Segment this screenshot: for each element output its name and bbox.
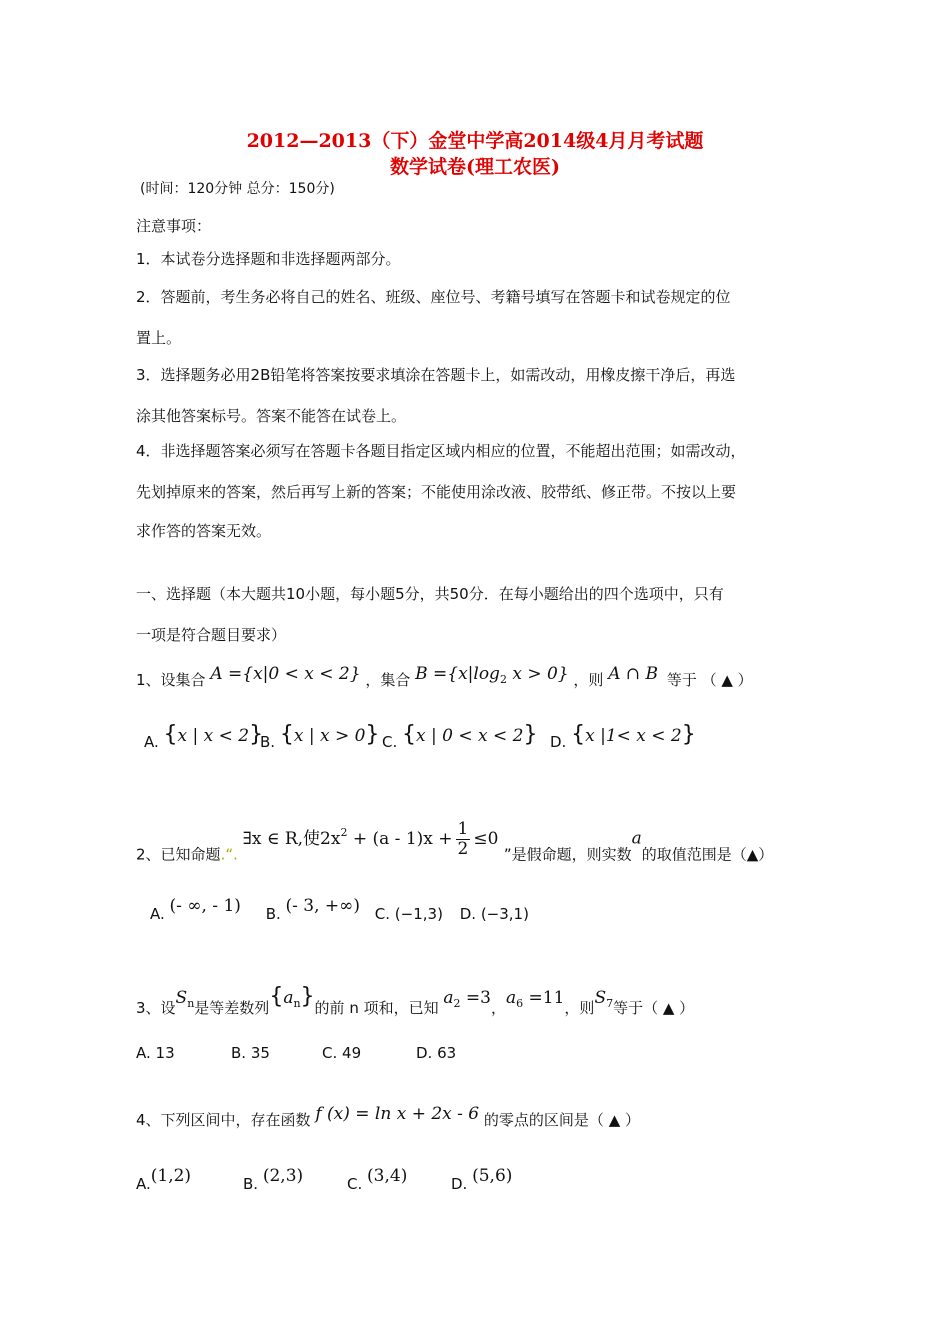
q3-then: ，则 xyxy=(564,999,595,1017)
q1-option-c: C. {x | 0 < x < 2} xyxy=(382,722,538,751)
q4-option-d: D. (5,6) xyxy=(451,1166,513,1193)
q4-suffix: 的零点的区间是（ ▲ ） xyxy=(483,1111,640,1129)
q4-function: f (x) = ln x + 2x - 6 xyxy=(315,1104,480,1124)
q3-option-d: D. 63 xyxy=(416,1044,457,1062)
q1-option-d: D. {x |1< x < 2} xyxy=(550,722,696,751)
section-1-line1: 一、选择题（本大题共10小题，每小题5分，共50分．在每小题给出的四个选项中，只有 xyxy=(136,585,724,603)
q3-option-b: B. 35 xyxy=(231,1044,270,1062)
note-3-line1: 3．选择题务必用2B铅笔将答案按要求填涂在答题卡上，如需改动，用橡皮擦干净后，再选 xyxy=(136,366,736,384)
note-4-line1: 4．非选择题答案必须写在答题卡各题目指定区域内相应的位置，不能超出范围；如需改动， xyxy=(136,442,746,460)
q1-option-a-value: x | x < 2 xyxy=(177,726,250,746)
q1-option-d-value: x |1< x < 2 xyxy=(585,726,682,746)
q1-expr: A ∩ B xyxy=(608,664,659,684)
q3-s7: $S_7$ xyxy=(594,988,614,1010)
q2-option-d-value: (−3,1) xyxy=(480,905,529,923)
q2-option-d-label: D. xyxy=(459,905,477,923)
q2-suffix-a: ”是假命题，则实数 xyxy=(503,845,632,864)
q1-set-a: A ={x|0 < x < 2} xyxy=(210,664,361,684)
exam-title: 2012—2013（下）金堂中学高2014级4月月考试题 xyxy=(246,130,704,152)
q1-option-b: B. {x | x > 0} xyxy=(260,722,380,751)
q1-option-b-value: x | x > 0 xyxy=(293,726,366,746)
q1-option-d-label: D. xyxy=(550,733,567,751)
q1-set-b: $B =\{x|\log_2$ x > 0} xyxy=(415,664,569,686)
q2-option-a-label: A. xyxy=(150,905,165,923)
q3-a2: $a_2 =3$ xyxy=(443,988,491,1010)
q1-suffix: 等于 （ ▲ ） xyxy=(666,671,753,689)
exam-subtitle: 数学试卷(理工农医) xyxy=(390,156,560,178)
q1-mid: ，集合 xyxy=(365,671,411,689)
q4-option-a: A.(1,2) xyxy=(136,1166,192,1193)
q2-options xyxy=(150,896,529,923)
q2-suffix-b: 的取值范围是（▲） xyxy=(641,845,774,864)
question-1 xyxy=(136,664,753,689)
q2-option-a-value: (- ∞, - 1) xyxy=(169,896,241,916)
note-2-line1: 2．答题前，考生务必将自己的姓名、班级、座位号、考籍号填写在答题卡和试卷规定的位 xyxy=(136,288,731,306)
q3-mid1: 是等差数列 xyxy=(194,999,270,1017)
q2-var: a xyxy=(631,828,642,849)
question-3: 3、设$S_n$是等差数列$\{a_n\}$的前 n 项和，已知 $a_2 =3$，$a_6 =11$，则$S_7$等于（ ▲ ） xyxy=(136,984,695,1017)
q2-option-b-value: (- 3, +∞) xyxy=(285,896,360,916)
q2-quote-open: .“. xyxy=(220,845,238,864)
q3-a-n: $a_n$ xyxy=(283,988,301,1010)
q1-option-b-label: B. xyxy=(260,733,276,751)
note-4-line3: 求作答的答案无效。 xyxy=(136,522,272,540)
q2-option-c-label: C. xyxy=(374,905,391,923)
q2-prefix: 2、已知命题 xyxy=(136,845,221,864)
question-2 xyxy=(136,820,773,864)
q3-option-c: C. 49 xyxy=(322,1044,362,1062)
notes-heading: 注意事项： xyxy=(136,217,212,235)
q2-option-b-label: B. xyxy=(265,905,281,923)
q1-then: ，则 xyxy=(573,671,604,689)
q3-prefix: 3、设 xyxy=(136,999,176,1017)
note-2-line2: 置上。 xyxy=(136,329,182,347)
q1-option-a-label: A. xyxy=(144,733,159,751)
q4-option-b: B. (2,3) xyxy=(243,1166,304,1193)
q3-s-n: $S_n$ xyxy=(175,988,195,1010)
q4-prefix: 4、下列区间中，存在函数 xyxy=(136,1111,311,1129)
exam-meta: (时间：120分钟 总分：150分) xyxy=(140,181,335,197)
q4-option-c: C. (3,4) xyxy=(347,1166,408,1193)
q2-option-c-value: (−1,3) xyxy=(394,905,443,923)
q3-a6: $a_6 =11$ xyxy=(506,988,565,1010)
q3-comma: ， xyxy=(490,999,506,1017)
note-4-line2: 先划掉原来的答案，然后再写上新的答案；不能使用涂改液、胶带纸、修正带。不按以上要 xyxy=(136,483,737,501)
q1-option-c-label: C. xyxy=(382,733,398,751)
q3-mid2: 的前 n 项和，已知 xyxy=(314,999,439,1017)
q2-expression: ∃x ∈ R,使$2x^2 + (a - 1)x$ + $\frac{1}{2}$ ≤0 xyxy=(242,819,499,859)
section-1-line2: 一项是符合题目要求） xyxy=(136,626,287,644)
q3-suffix: 等于（ ▲ ） xyxy=(613,999,695,1017)
q1-prefix: 1、设集合 xyxy=(136,671,206,689)
q3-option-a: A. 13 xyxy=(136,1044,175,1062)
question-4 xyxy=(136,1104,640,1129)
note-3-line2: 涂其他答案标号。答案不能答在试卷上。 xyxy=(136,407,407,425)
note-1: 1．本试卷分选择题和非选择题两部分。 xyxy=(136,250,401,268)
q1-option-c-value: x | 0 < x < 2 xyxy=(416,726,524,746)
q1-option-a: A. {x | x < 2} xyxy=(144,722,264,751)
